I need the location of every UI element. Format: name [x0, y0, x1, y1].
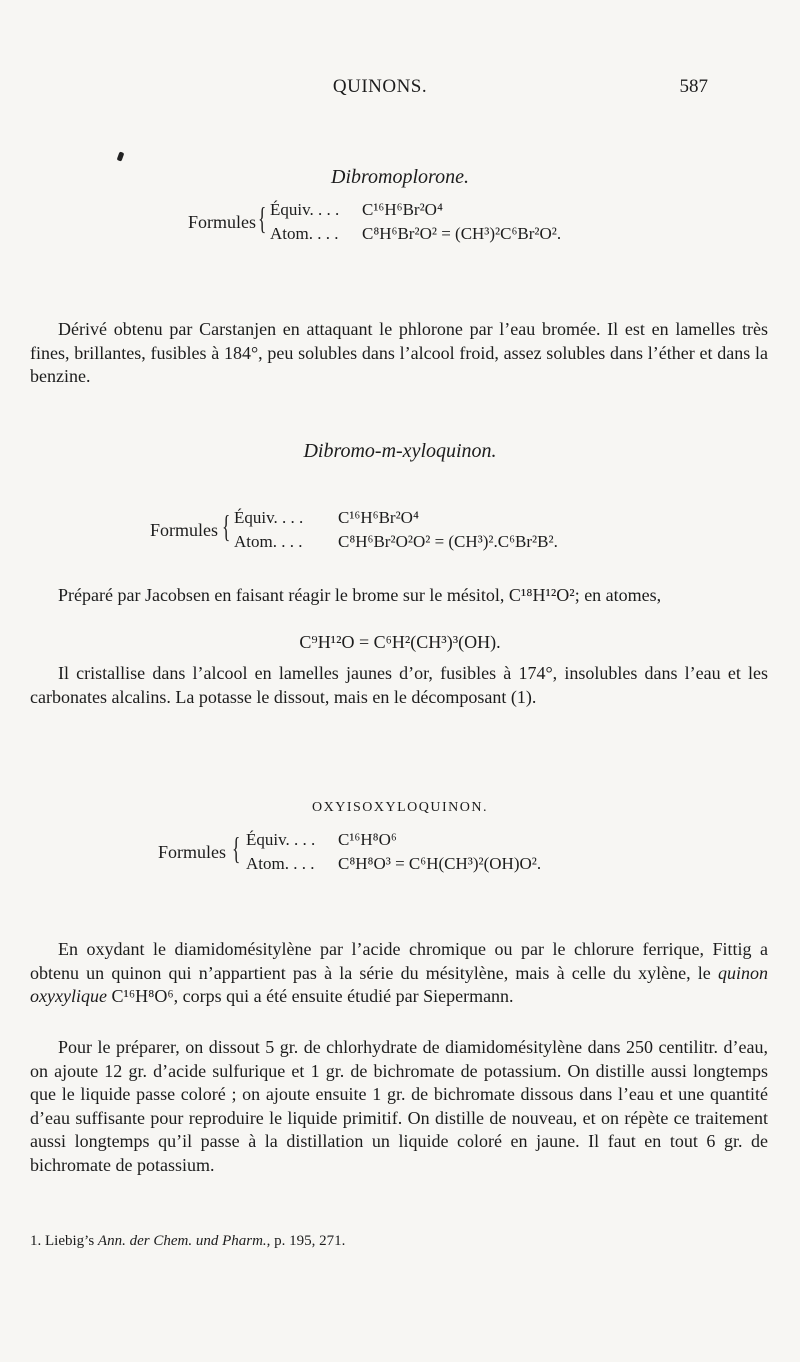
running-title: QUINONS.	[332, 76, 428, 97]
brace: {	[258, 200, 267, 236]
equiv-line	[270, 200, 443, 220]
atom-formula: C⁸H⁸O³ = C⁶H(CH³)²(OH)O².	[338, 854, 542, 873]
paragraph-fittig: En oxydant le diamidomésitylène par l’acide chromique ou par le chlorure ferrique, Fittig a obtenu un quinon qui n’appartient pas à la série du mésitylène, mais à celle du xylène, le quinon oxyxylique C¹⁶H⁸O⁶, corps qui a été ensuite étudié par Siepermann.	[30, 939, 768, 1006]
paragraph-dibromoplorone: Dérivé obtenu par Carstanjen en attaquant le phlorone par l’eau bromée. Il est en lamelles très fines, brillantes, fusibles à 184°, peu solubles dans l’alcool froid, assez solubles dans l’éther et dans la benzine.	[30, 319, 768, 386]
equiv-formula: C¹⁶H⁶Br²O⁴	[362, 200, 443, 219]
formulas-label: Formules	[150, 520, 219, 540]
equiv-line	[246, 830, 397, 850]
section-title-oxyisoxyloquinon: OXYISOXYLOQUINON.	[312, 800, 488, 815]
atom-line	[246, 854, 541, 874]
page-header	[0, 74, 800, 102]
equiv-key: Équiv. . . .	[246, 830, 316, 849]
formulas-label: Formules	[158, 842, 227, 862]
equiv-key: Équiv. . . .	[270, 200, 340, 219]
atom-formula: C⁸H⁶Br²O² = (CH³)²C⁶Br²O².	[362, 224, 562, 243]
footnote: 1. Liebig’s Ann. der Chem. und Pharm., p. 195, 271.	[30, 1233, 346, 1249]
atom-key: Atom. . . .	[246, 854, 315, 873]
atom-line	[234, 532, 558, 552]
page-number: 587	[679, 76, 708, 97]
brace: {	[232, 830, 241, 866]
atom-key: Atom. . . .	[234, 532, 303, 551]
paragraph-jacobsen: Préparé par Jacobsen en faisant réagir le brome sur le mésitol, C¹⁸H¹²O²; en atomes,	[58, 585, 662, 605]
brace: {	[222, 508, 231, 544]
formulas-label: Formules	[188, 212, 257, 232]
paragraph-preparation: Pour le préparer, on dissout 5 gr. de chlorhydrate de diamidomésitylène dans 250 centilitr. d’eau, on ajoute 12 gr. d’acide sulfurique et 1 gr. de bichromate de potassium. On distille aussi longtemps que le liquide passe coloré ; on ajoute ensuite 1 gr. de bichromate dissous dans l’eau et une quantité d’eau suffisante pour reproduire le liquide primitif. On distille de nouveau, et on répète ce traitement aussi longtemps qu’il passe à la distillation un liquide coloré en jaune. Il faut en tout 6 gr. de bichromate de potassium.	[30, 1037, 768, 1175]
equiv-formula: C¹⁶H⁸O⁶	[338, 830, 397, 849]
paragraph-cristallise: Il cristallise dans l’alcool en lamelles jaunes d’or, fusibles à 174°, insolubles dans l’eau et les carbonates alcalins. La potasse le dissout, mais en le décomposant (1).	[30, 663, 768, 707]
ink-mark	[117, 151, 125, 161]
journal-title: Ann. der Chem. und Pharm.	[97, 1233, 267, 1249]
equiv-line	[234, 508, 419, 528]
section-title-dibromoplorone: Dibromoplorone.	[331, 166, 469, 188]
atom-line	[270, 224, 561, 244]
equiv-key: Équiv. . . .	[234, 508, 304, 527]
quinon-oxyxylique-term: quinon oxyxylique	[30, 962, 768, 1006]
atom-formula: C⁸H⁶Br²O²O² = (CH³)².C⁶Br²B².	[338, 532, 558, 551]
equiv-formula: C¹⁶H⁶Br²O⁴	[338, 508, 419, 527]
section-title-dibromo-xyloquinon: Dibromo-m-xyloquinon.	[303, 440, 497, 462]
mesitol-equation: C⁹H¹²O = C⁶H²(CH³)³(OH).	[299, 632, 501, 652]
atom-key: Atom. . . .	[270, 224, 339, 243]
